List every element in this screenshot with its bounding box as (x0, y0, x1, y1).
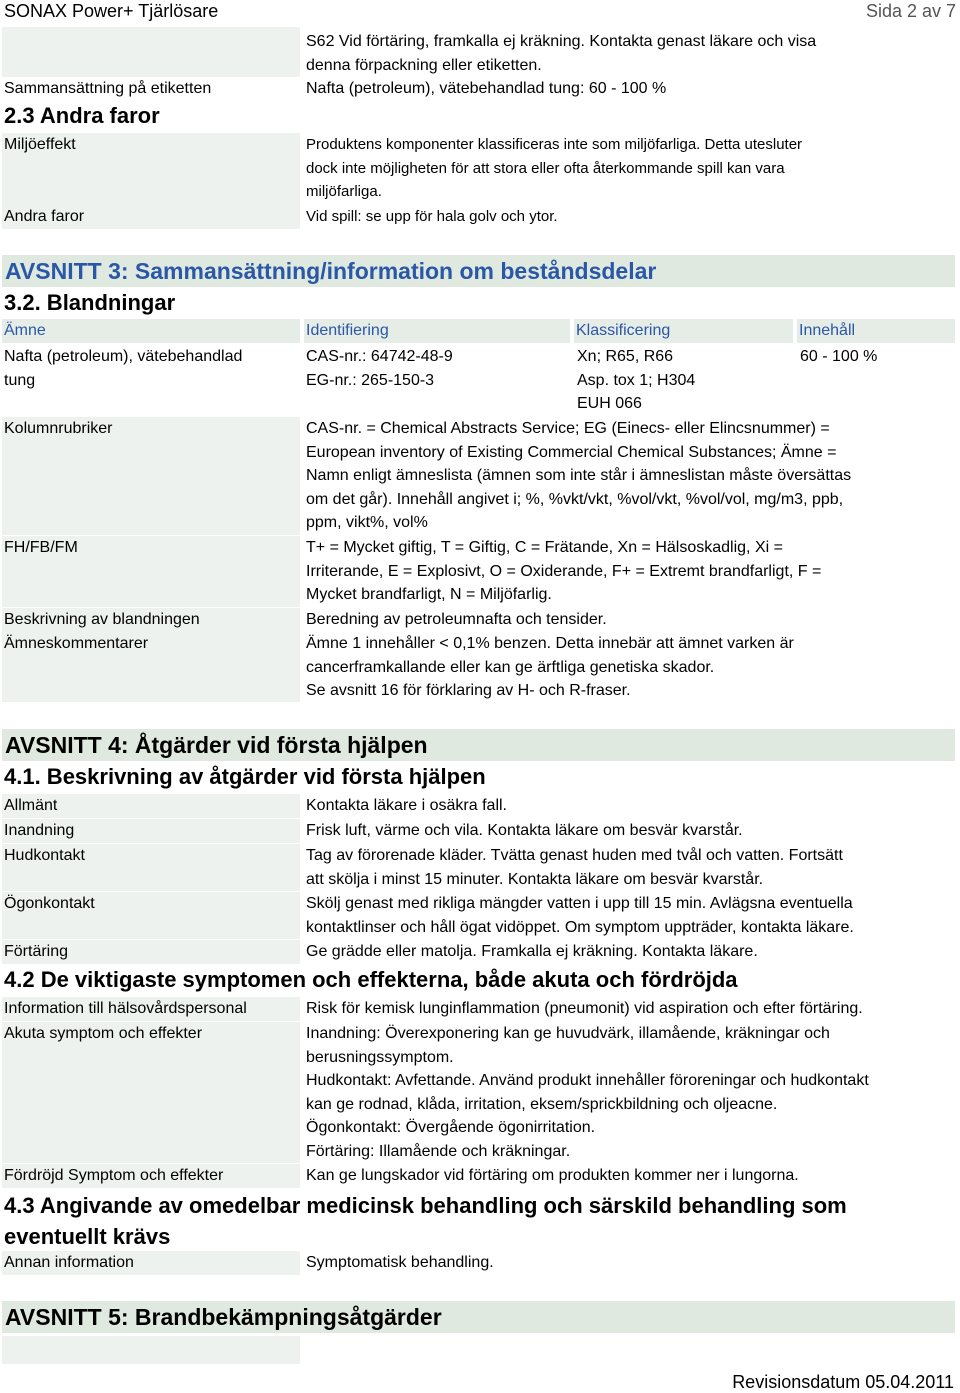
env-effect-text: Produktens komponenter klassificeras inte som miljöfarliga. Detta utesluter dock inte möjligheten för att stora eller ofta återkommande spill kan vara miljöfarliga. (306, 136, 803, 200)
acute-symptoms-text: Inandning: Överexponering kan ge huvudvärk, illamående, kräkningar och berusningssymptom. Hudkontakt: Avfettande. Använd produkt innehåller föroreningar och hudkontakt kan ge rodnad, klåda, irritation, eksem/sprickbildning och oljeacne. Ögonkontakt: Övergående ögonirritation. Förtäring: Illamående och kräkningar. (306, 1025, 869, 1160)
eye-contact-text: Skölj genast med rikliga mängder vatten i upp till 15 min. Avlägsna eventuella kontaktlinser och håll ögat vidöppet. Om symptom uppträder, kontakta läkare. (306, 895, 854, 936)
general-text: Kontakta läkare i osäkra fall. (306, 797, 507, 814)
health-personnel-info-text: Risk för kemisk lunginflammation (pneumonit) vid aspiration och efter förtäring. (306, 1000, 863, 1017)
label-composition-label: Sammansättning på etiketten (4, 80, 212, 97)
section-5-title: AVSNITT 5: Brandbekämpningsåtgärder (5, 1304, 442, 1330)
label-composition-value: Nafta (petroleum), vätebehandlad tung: 60 - 100 % (306, 80, 667, 97)
substance-content: 60 - 100 % (800, 348, 878, 365)
col-header-content: Innehåll (797, 319, 955, 343)
substance-name: Nafta (petroleum), vätebehandlad tung (4, 348, 243, 389)
skin-contact-label: Hudkontakt (4, 847, 85, 864)
other-info-label: Annan information (4, 1254, 134, 1271)
section-3-title: AVSNITT 3: Sammansättning/information om beståndsdelar (5, 258, 657, 284)
column-headings-text: CAS-nr. = Chemical Abstracts Service; EG (Einecs- eller Elincsnummer) = European inventory of Existing Commercial Chemical Substances; Ämne = Namn enligt ämneslista (ämnen som inte står i ämneslistan måste översättas om det går). Innehåll angivet i; %, %vkt/vkt, %vol/vkt, %vol/vol, mg/m3, ppb, ppm, vikt%, vol% (306, 420, 852, 531)
col-header-substance: Ämne (2, 319, 300, 343)
ingestion-text: Ge grädde eller matolja. Framkalla ej kräkning. Kontakta läkare. (306, 943, 758, 960)
hazard-codes-label: FH/FB/FM (4, 539, 78, 556)
ingestion-label: Förtäring (4, 943, 69, 960)
inhalation-text: Frisk luft, värme och vila. Kontakta läkare om besvär kvarstår. (306, 822, 743, 839)
column-headings-label: Kolumnrubriker (4, 420, 113, 437)
document-title: SONAX Power+ Tjärlösare (4, 1, 219, 21)
section-4-1-heading: 4.1. Beskrivning av åtgärder vid första hjälpen (4, 764, 486, 789)
general-label: Allmänt (4, 797, 58, 814)
mixture-description-text: Beredning av petroleumnafta och tensider. (306, 611, 607, 628)
mixture-description-label: Beskrivning av blandningen (4, 611, 200, 628)
section-3-2-heading: 3.2. Blandningar (4, 290, 176, 315)
hazard-codes-text: T+ = Mycket giftig, T = Giftig, C = Frätande, Xn = Hälsoskadlig, Xi = Irriterande, E = Explosivt, O = Oxiderande, F+ = Extremt brandfarligt, F = Mycket brandfarligt, N = Miljöfarlig. (306, 539, 822, 603)
env-effect-label: Miljöeffekt (4, 136, 76, 153)
inhalation-label: Inandning (4, 822, 75, 839)
acute-symptoms-label: Akuta symptom och effekter (4, 1025, 203, 1042)
substance-identification: CAS-nr.: 64742-48-9 EG-nr.: 265-150-3 (306, 348, 453, 389)
section-5-label-cell (2, 1336, 300, 1364)
section-4-title: AVSNITT 4: Åtgärder vid första hjälpen (5, 732, 428, 758)
page-number: Sida 2 av 7 (865, 1, 956, 21)
section-5-banner (2, 1301, 955, 1333)
section-4-banner (2, 729, 955, 761)
col-header-classification: Klassificering (574, 319, 793, 343)
other-hazard-text: Vid spill: se upp för hala golv och ytor. (306, 208, 558, 225)
other-hazard-label: Andra faror (4, 208, 85, 225)
section-2-3-heading: 2.3 Andra faror (4, 103, 160, 128)
other-info-text: Symptomatisk behandling. (306, 1254, 494, 1271)
delayed-symptoms-label: Fördröjd Symptom och effekter (4, 1167, 224, 1184)
health-personnel-info-label: Information till hälsovårdspersonal (4, 1000, 247, 1017)
substance-comments-text: Ämne 1 innehåller < 0,1% benzen. Detta innebär att ämnet varken är cancerframkallande eller kan ge ärftliga genetiska skador. Se avsnitt 16 för förklaring av H- och R-fraser. (306, 635, 794, 699)
skin-contact-text: Tag av förorenade kläder. Tvätta genast huden med tvål och vatten. Fortsätt att skölja i minst 15 minuter. Kontakta läkare om besvär kvarstår. (306, 847, 843, 888)
revision-date: Revisionsdatum 05.04.2011 (732, 1372, 954, 1392)
col-header-identification: Identifiering (304, 319, 570, 343)
s62-text: S62 Vid förtäring, framkalla ej kräkning. Kontakta genast läkare och visa denna förpackning eller etiketten. (306, 33, 817, 74)
substance-comments-label: Ämneskommentarer (4, 635, 149, 652)
substance-classification: Xn; R65, R66 Asp. tox 1; H304 EUH 066 (577, 348, 696, 412)
section-4-2-heading: 4.2 De viktigaste symptomen och effekterna, både akuta och fördröjda (4, 967, 738, 992)
delayed-symptoms-text: Kan ge lungskador vid förtäring om produkten kommer ner i lungorna. (306, 1167, 799, 1184)
eye-contact-label: Ögonkontakt (4, 895, 95, 912)
section-3-banner (2, 255, 955, 287)
section-4-3-heading: 4.3 Angivande av omedelbar medicinsk behandling och särskild behandling som eventuellt krävs (4, 1193, 847, 1249)
label-cell-blank (2, 27, 300, 77)
